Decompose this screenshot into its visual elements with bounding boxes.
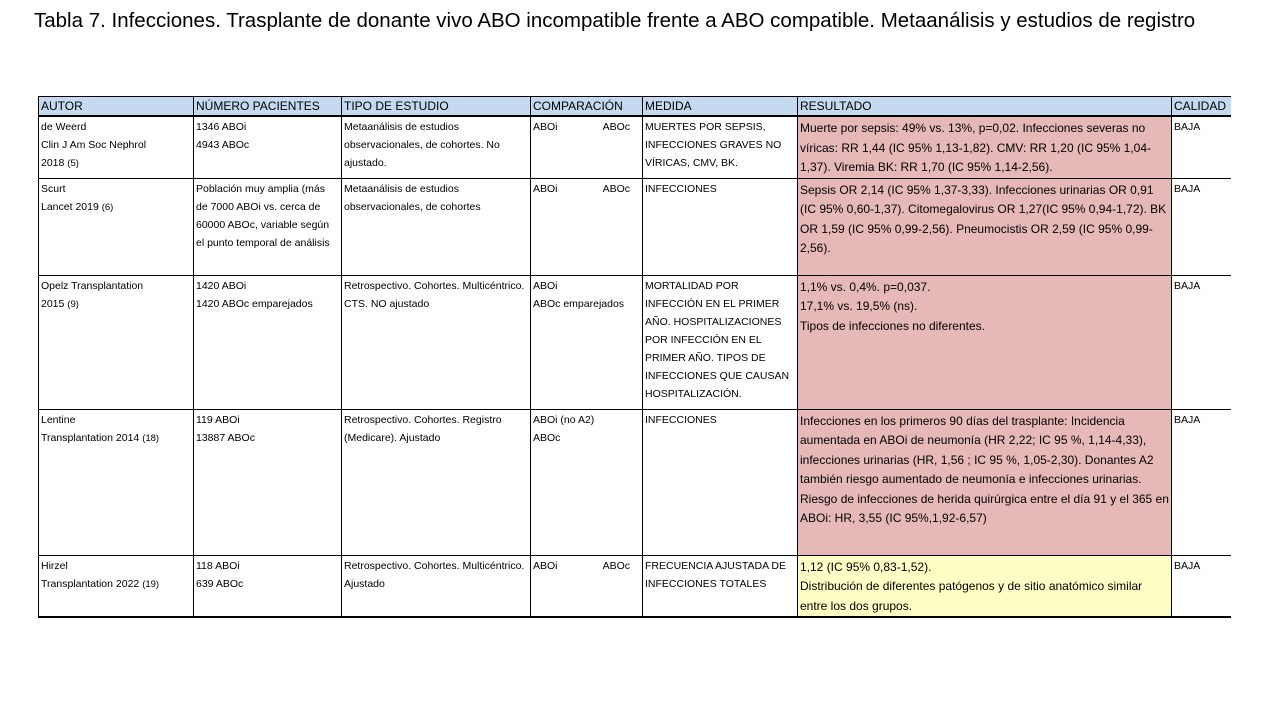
header-resultado: RESULTADO [798,97,1172,117]
table-row [39,178,1231,275]
cell-autor: de Weerd Clin J Am Soc Nephrol 2018 (5) [39,116,194,178]
cell-medida: MORTALIDAD POR INFECCIÓN EN EL PRIMER AÑO. HOSPITALIZACIONES POR INFECCIÓN EN EL PRIMER AÑO. TIPOS DE INFECCIONES QUE CAUSAN HOSPITALIZACIÓN. [643,275,798,409]
header-tipo: TIPO DE ESTUDIO [342,97,531,117]
cell-numero: 118 ABOi 639 ABOc [194,555,342,617]
cell-numero: Población muy amplia (más de 7000 ABOi vs. cerca de 60000 ABOc, variable según el punto temporal de análisis [194,178,342,275]
cell-numero: 1420 ABOi 1420 ABOc emparejados [194,275,342,409]
cell-comparacion: ABOi ABOc [531,178,643,275]
cell-resultado: Sepsis OR 2,14 (IC 95% 1,37-3,33). Infecciones urinarias OR 0,91 (IC 95% 0,60-1,37). Citomegalovirus OR 1,27(IC 95% 0,94-1,72). BK OR 1,59 (IC 95% 0,99-2,56). Pneumocistis OR 2,59 (IC 95% 0,99-2,56). [798,178,1172,275]
cell-comparacion: ABOi ABOc emparejados [531,275,643,409]
cell-resultado: Infecciones en los primeros 90 días del trasplante: Incidencia aumentada en ABOi de neumonía (HR 2,22; IC 95 %, 1,14-4,33), infecciones urinarias (HR, 1,56 ; IC 95 %, 1,05-2,30). Donantes A2 también riesgo aumentado de neumonía e infecciones urinarias. Riesgo de infecciones de herida quirúrgica entre el día 91 y el 365 en ABOi: HR, 3,55 (IC 95%,1,92-6,57) [798,409,1172,555]
cell-autor: Opelz Transplantation 2015 (9) [39,275,194,409]
table-row [39,409,1231,555]
cell-tipo: Retrospectivo. Cohortes. Multicéntrico. Ajustado [342,555,531,617]
table-row [39,275,1231,409]
header-medida: MEDIDA [643,97,798,117]
cell-comparacion: ABOi ABOc [531,555,643,617]
results-table [38,96,1231,618]
cell-autor: Lentine Transplantation 2014 (18) [39,409,194,555]
cell-autor: Hirzel Transplantation 2022 (19) [39,555,194,617]
cell-numero: 1346 ABOi 4943 ABOc [194,116,342,178]
cell-autor: Scurt Lancet 2019 (6) [39,178,194,275]
cell-calidad: BAJA [1172,409,1231,555]
cell-medida: INFECCIONES [643,178,798,275]
header-autor: AUTOR [39,97,194,117]
cell-resultado: 1,12 (IC 95% 0,83-1,52). Distribución de diferentes patógenos y de sitio anatómico similar entre los dos grupos. [798,555,1172,617]
cell-resultado: Muerte por sepsis: 49% vs. 13%, p=0,02. Infecciones severas no víricas: RR 1,44 (IC 95% 1,13-1,82). CMV: RR 1,20 (IC 95% 1,04-1,37). Viremia BK: RR 1,70 (IC 95% 1,14-2,56). [798,116,1172,178]
page-title: Tabla 7. Infecciones. Trasplante de donante vivo ABO incompatible frente a ABO compatible. Metaanálisis y estudios de registro [34,9,1196,32]
cell-comparacion: ABOi (no A2) ABOc [531,409,643,555]
cell-medida: FRECUENCIA AJUSTADA DE INFECCIONES TOTALES [643,555,798,617]
cell-tipo: Metaanálisis de estudios observacionales, de cohortes. No ajustado. [342,116,531,178]
header-calidad: CALIDAD [1172,97,1231,117]
cell-numero: 119 ABOi 13887 ABOc [194,409,342,555]
cell-calidad: BAJA [1172,555,1231,617]
cell-resultado: 1,1% vs. 0,4%. p=0,037. 17,1% vs. 19,5% (ns). Tipos de infecciones no diferentes. [798,275,1172,409]
table-row [39,116,1231,178]
cell-tipo: Metaanálisis de estudios observacionales, de cohortes [342,178,531,275]
cell-comparacion: ABOi ABOc [531,116,643,178]
cell-calidad: BAJA [1172,116,1231,178]
cell-tipo: Retrospectivo. Cohortes. Multicéntrico. CTS. NO ajustado [342,275,531,409]
header-comparacion: COMPARACIÓN [531,97,643,117]
header-row [39,97,1231,117]
cell-medida: MUERTES POR SEPSIS, INFECCIONES GRAVES NO VÍRICAS, CMV, BK. [643,116,798,178]
cell-medida: INFECCIONES [643,409,798,555]
cell-tipo: Retrospectivo. Cohortes. Registro (Medicare). Ajustado [342,409,531,555]
cell-calidad: BAJA [1172,275,1231,409]
cell-calidad: BAJA [1172,178,1231,275]
table-row [39,555,1231,617]
header-numero: NÚMERO PACIENTES [194,97,342,117]
